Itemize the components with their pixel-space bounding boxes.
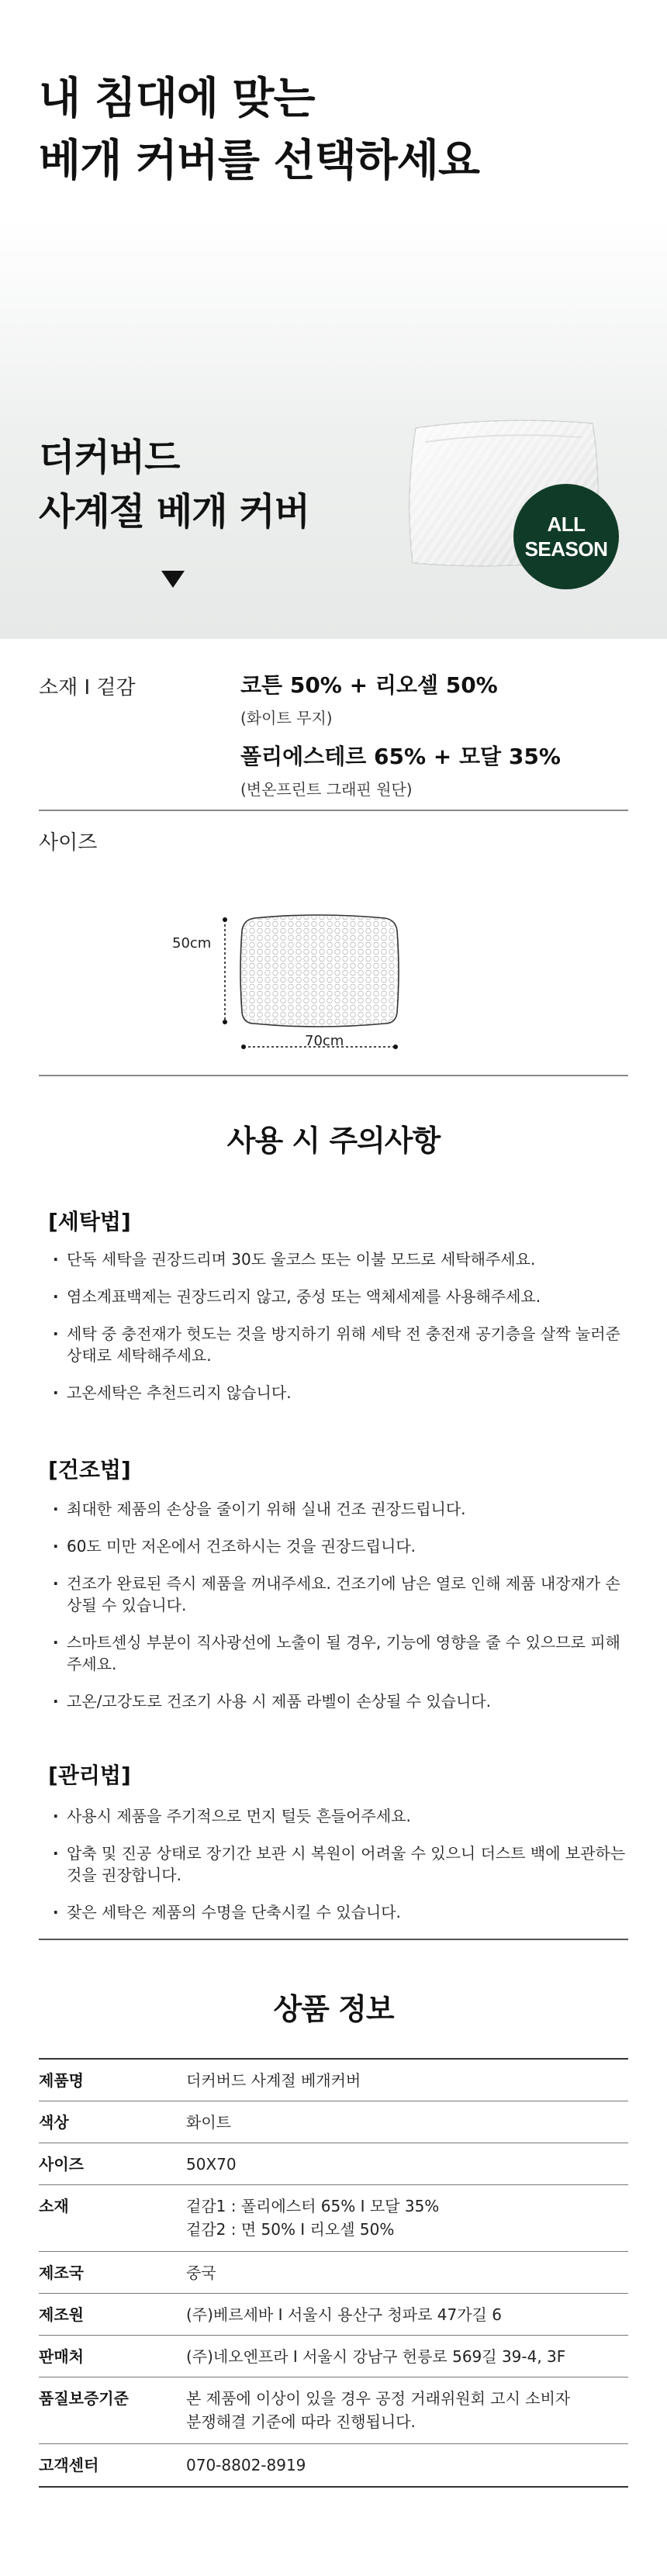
- product-name-line2: 사계절 베개 커버: [39, 490, 309, 534]
- product-info-title: 상품 정보: [273, 1992, 394, 2026]
- list-item: · 60도 미만 저온에서 건조하시는 것을 권장드립니다.: [53, 1535, 634, 1557]
- badge-line1: ALL: [547, 513, 586, 536]
- size-label: 사이즈: [39, 831, 98, 855]
- list-item: · 세탁 중 충전재가 헛도는 것을 방지하기 위해 세탁 전 충전재 공기층을 살짝 눌러준 상태로 세탁해주세요.: [53, 1323, 634, 1366]
- hero-banner: [0, 0, 667, 639]
- row-label: 소재: [39, 2184, 186, 2251]
- table-row: [39, 2377, 628, 2443]
- caution-title: 사용 시 주의사항: [226, 1124, 441, 1158]
- list-item: · 최대한 제품의 손상을 줄이기 위해 실내 건조 권장드립니다.: [53, 1498, 634, 1520]
- list-item: · 염소계표백제는 권장드리지 않고, 중성 또는 액체세제를 사용해주세요.: [53, 1286, 634, 1307]
- row-label: 제조원: [39, 2293, 186, 2335]
- list-item: · 압축 및 진공 상태로 장기간 보관 시 복원이 어려울 수 있으니 더스트 백에 보관하는 것을 권장합니다.: [53, 1842, 634, 1886]
- row-value: [186, 2184, 628, 2251]
- list-item: · 건조가 완료된 즉시 제품을 꺼내주세요. 건조기에 남은 열로 인해 제품 내장재가 손상될 수 있습니다.: [53, 1573, 634, 1616]
- row-value-line1: 본 제품에 이상이 있을 경우 공정 거래위원회 고시 소비자: [186, 2388, 571, 2408]
- row-label: 제조국: [39, 2251, 186, 2293]
- size-spec: [39, 827, 628, 1059]
- row-label: 제품명: [39, 2059, 186, 2101]
- care-list: [53, 1805, 634, 1939]
- row-label: 색상: [39, 2101, 186, 2143]
- product-info-table: [39, 2058, 628, 2488]
- badge-line2: SEASON: [524, 537, 608, 561]
- product-name-line1: 더커버드: [39, 436, 180, 479]
- row-value: 50X70: [186, 2143, 628, 2184]
- table-row: [39, 2059, 628, 2101]
- care-heading: [관리법]: [48, 1763, 131, 1788]
- table-row: [39, 2443, 628, 2487]
- fabric1-sub: (화이트 무지): [240, 709, 333, 727]
- material-spec: [39, 668, 628, 808]
- list-item: · 고온세탁은 추천드리지 않습니다.: [53, 1382, 634, 1404]
- hero-title: [39, 68, 479, 192]
- row-value: 중국: [186, 2251, 628, 2293]
- row-value: [186, 2377, 628, 2443]
- washing-list: [53, 1248, 634, 1419]
- row-label: 품질보증기준: [39, 2377, 186, 2443]
- fabric2-sub: (변온프린트 그래핀 원단): [240, 780, 413, 799]
- washing-heading: [세탁법]: [48, 1209, 131, 1234]
- divider: [39, 1939, 628, 1940]
- hero-title-line1: 내 침대에 맞는: [39, 74, 315, 124]
- row-value-line2: 겉감2 : 면 50% I 리오셀 50%: [186, 2219, 395, 2239]
- row-label: 고객센터: [39, 2443, 186, 2487]
- row-value-line1: 겉감1 : 폴리에스터 65% I 모달 35%: [186, 2196, 440, 2215]
- divider: [39, 1075, 628, 1076]
- row-value: 화이트: [186, 2101, 628, 2143]
- row-value: 더커버드 사계절 베개커버: [186, 2059, 628, 2101]
- divider: [39, 810, 628, 811]
- row-label: 판매처: [39, 2335, 186, 2377]
- fabric-option-1: [240, 668, 498, 728]
- table-row: [39, 2184, 628, 2251]
- pillow-size-diagram: [209, 913, 458, 1092]
- drying-heading: [건조법]: [48, 1457, 131, 1483]
- material-label: 소재 I 겉감: [39, 676, 136, 699]
- row-value: 070-8802-8919: [186, 2443, 628, 2487]
- list-item: · 스마트센싱 부분이 직사광선에 노출이 될 경우, 기능에 영향을 줄 수 있으므로 피해주세요.: [53, 1632, 634, 1675]
- row-value: (주)베르세바 I 서울시 용산구 청파로 47가길 6: [186, 2293, 628, 2335]
- row-label: 사이즈: [39, 2143, 186, 2184]
- fabric1-main: 코튼 50% + 리오셀 50%: [240, 672, 498, 698]
- list-item: · 단독 세탁을 권장드리며 30도 울코스 또는 이불 모드로 세탁해주세요.: [53, 1248, 634, 1270]
- down-arrow-icon: [161, 571, 185, 588]
- product-name: [39, 430, 309, 539]
- row-value: (주)네오엔프라 I 서울시 강남구 헌릉로 569길 39-4, 3F: [186, 2335, 628, 2377]
- list-item: · 고온/고강도로 건조기 사용 시 제품 라벨이 손상될 수 있습니다.: [53, 1690, 634, 1712]
- fabric2-main: 폴리에스테르 65% + 모달 35%: [240, 744, 561, 769]
- hero-title-line2: 베개 커버를 선택하세요: [39, 136, 479, 186]
- fabric-option-2: [240, 740, 561, 799]
- table-row: [39, 2143, 628, 2184]
- table-row: [39, 2101, 628, 2143]
- table-row: [39, 2251, 628, 2293]
- table-row: [39, 2335, 628, 2377]
- width-dimension: 70cm: [305, 1033, 344, 1049]
- drying-list: [53, 1498, 634, 1728]
- all-season-badge: [513, 484, 619, 589]
- table-row: [39, 2293, 628, 2335]
- list-item: · 사용시 제품을 주기적으로 먼지 털듯 흔들어주세요.: [53, 1805, 634, 1827]
- list-item: · 잦은 세탁은 제품의 수명을 단축시킬 수 있습니다.: [53, 1901, 634, 1923]
- row-value-line2: 분쟁해결 기준에 따라 진행됩니다.: [186, 2412, 416, 2431]
- height-dimension: 50cm: [172, 935, 212, 951]
